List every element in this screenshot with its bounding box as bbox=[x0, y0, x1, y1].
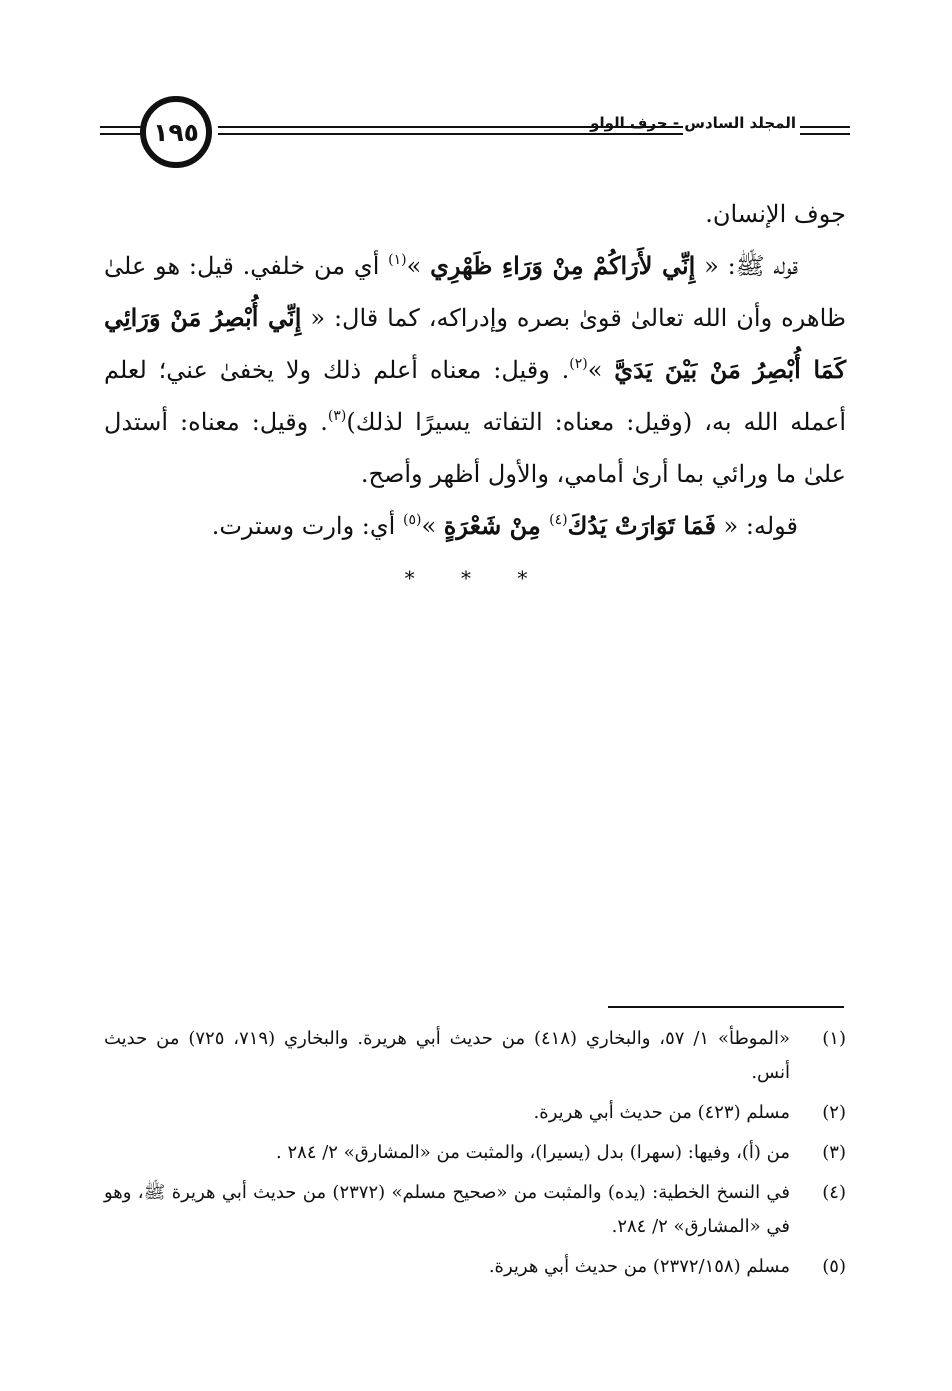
header-rule-right bbox=[800, 126, 850, 136]
hadith-quote-4: مِنْ شَعْرَةٍ bbox=[443, 511, 550, 540]
text-run: » bbox=[421, 512, 444, 540]
text-run: . وقيل: معناه أعلم ذلك ولا يخفىٰ عني؛ لعلم أعمله الله به، (وقيل: معناه: التفاته يسيرًا لذلك) bbox=[104, 356, 846, 436]
footnote-text: من (أ)، وفيها: (سهرا) بدل (يسيرا)، والمثبت من «المشارق» ٢/ ٢٨٤ . bbox=[276, 1142, 790, 1163]
page-header bbox=[100, 92, 850, 172]
footnote-text: مسلم (٤٢٣) من حديث أبي هريرة. bbox=[533, 1102, 790, 1123]
footnote-rule bbox=[608, 1006, 844, 1008]
text-run: قوله: « bbox=[715, 512, 798, 540]
footnote-number: (٥) bbox=[822, 1256, 846, 1277]
paragraph-3 bbox=[104, 500, 846, 552]
footnote-item bbox=[104, 1136, 846, 1170]
footnote-text: في النسخ الخطية: (يده) والمثبت من «صحيح مسلم» (٢٣٧٢) من حديث أبي هريرة ﷺ، وهو في «المشارق» ٢/ ٢٨٤. bbox=[104, 1182, 791, 1237]
footnote-number: (٤) bbox=[822, 1182, 846, 1203]
paragraph-2 bbox=[104, 240, 846, 500]
footnote-item bbox=[104, 1250, 846, 1284]
footnote-ref-3: (٣) bbox=[327, 408, 347, 424]
footnote-text: «الموطأ» ١/ ٥٧، والبخاري (٤١٨) من حديث أبي هريرة. والبخاري (٧١٩، ٧٢٥) من حديث أنس. bbox=[104, 1028, 790, 1083]
footnote-number: (١) bbox=[822, 1028, 846, 1049]
footnote-item bbox=[104, 1022, 846, 1090]
footnote-text: مسلم (٢٣٧٢/١٥٨) من حديث أبي هريرة. bbox=[488, 1256, 790, 1277]
text-run: » bbox=[406, 252, 431, 280]
section-separator: * * * bbox=[404, 566, 548, 590]
footnote-item bbox=[104, 1096, 846, 1130]
footnote-ref-5: (٥) bbox=[402, 512, 422, 528]
hadith-quote-1: إِنِّي لأَرَاكُمْ مِنْ وَرَاءِ ظَهْرِي bbox=[430, 251, 696, 280]
text-run: » bbox=[587, 356, 615, 384]
footnote-ref-1: (١) bbox=[388, 252, 407, 268]
page-number: ١٩٥ bbox=[140, 96, 212, 168]
footnote-number: (٢) bbox=[822, 1102, 846, 1123]
text-run: قوله ﷺ: « bbox=[695, 252, 798, 280]
footnote-item bbox=[104, 1176, 846, 1244]
footnote-ref-2: (٢) bbox=[569, 356, 588, 372]
text-run: أي: وارت وسترت. bbox=[211, 512, 403, 540]
footnotes bbox=[104, 1022, 846, 1290]
text-run: أي من خلفي. قيل: هو علىٰ ظاهره وأن الله تعالىٰ قوىٰ بصره وإدراكه، كما قال: « bbox=[104, 252, 846, 332]
main-text bbox=[104, 188, 846, 552]
footnote-ref-4: (٤) bbox=[549, 512, 568, 528]
paragraph-1: جوف الإنسان. bbox=[705, 200, 846, 228]
text-run: . وقيل: معناه: أستدل علىٰ ما ورائي بما أرىٰ أمامي، والأول أظهر وأصح. bbox=[104, 408, 846, 488]
footnote-number: (٣) bbox=[822, 1142, 846, 1163]
hadith-quote-2: إِنِّي أُبْصِرُ مَنْ وَرَائِي كَمَا أُبْصِرُ مَنْ بَيْنَ يَدَيَّ bbox=[104, 303, 846, 384]
hadith-quote-3: فَمَا تَوَارَتْ يَدُكَ bbox=[567, 511, 716, 540]
running-title: المجلد السادس - حرف الواو bbox=[590, 114, 796, 132]
